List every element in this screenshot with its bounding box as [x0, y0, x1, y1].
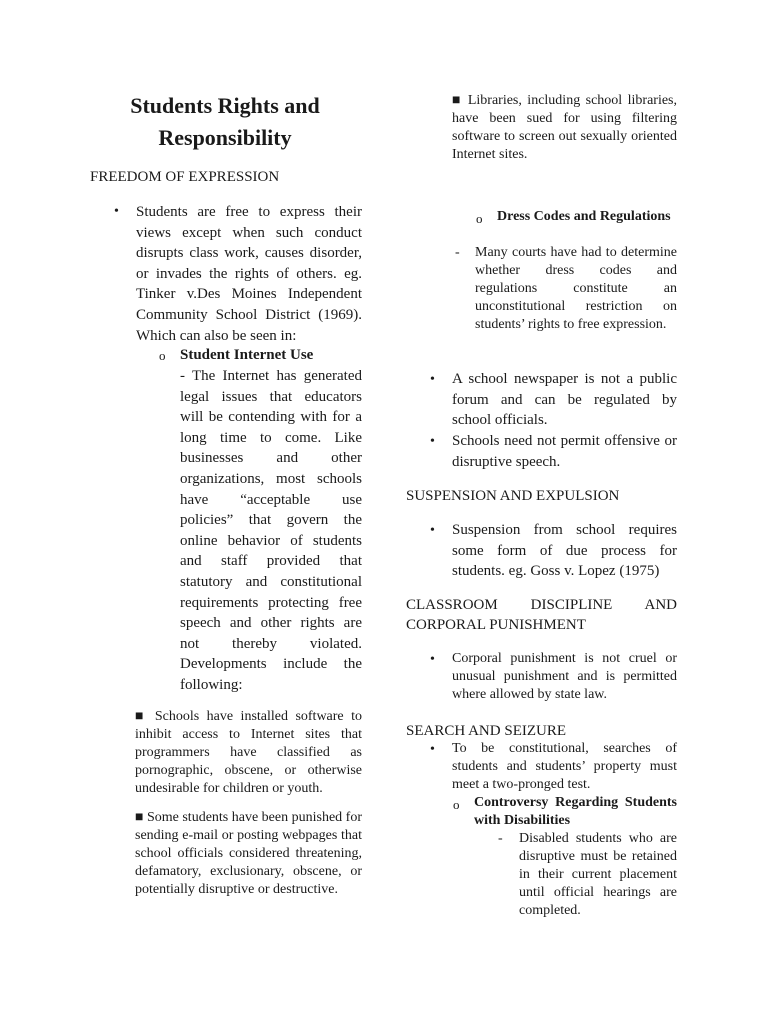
subheading-student-internet-use: Student Internet Use — [180, 347, 314, 363]
page-title: Students Rights and Responsibility — [130, 93, 320, 150]
bullet-school-newspaper: A school newspaper is not a public forum and can be regulated by school officials. — [452, 371, 677, 429]
section-heading-freedom: FREEDOM OF EXPRESSION — [90, 169, 280, 185]
bullet-marker: • — [430, 652, 435, 667]
section-heading-suspension: SUSPENSION AND EXPULSION — [406, 488, 620, 504]
circle-marker: o — [476, 211, 483, 226]
bullet-freedom-of-expression: Students are free to express their views except when such conduct disrupts class work, causes disorder, or invades the rights of others. eg. Tinker v.Des Moines Independent Community School District (1969). Which can also be seen in: — [136, 204, 362, 344]
subheading-controversy-disabilities: Controversy Regarding Students with Disabilities — [474, 795, 677, 828]
paragraph-students-punished: ■ Some students have been punished for sending e-mail or posting webpages that school officials considered threatening, defamatory, exclusionary, obscene, or potentially disruptive or destructive. — [135, 810, 362, 897]
bullet-suspension: Suspension from school requires some form of due process for students. eg. Goss v. Lopez (1975) — [452, 522, 677, 580]
paragraph-libraries: ■ Libraries, including school libraries, have been sued for using filtering software to screen out sexually oriented Internet sites. — [452, 93, 677, 162]
internet-use-text: - The Internet has generated legal issues that educators will be contending with for a long time to come. Like businesses and other organizations, most schools have “acceptable use policies” that govern the online behavior of students and staff provided that statutory and constitutional requirements protecting free speech and other rights are not thereby violated. Developments include the following: — [180, 368, 362, 693]
paragraph-schools-software: ■ Schools have installed software to inhibit access to Internet sites that programmers have classified as pornographic, obscene, or otherwise undesirable for children or youth. — [135, 709, 362, 796]
dash-marker: - — [455, 245, 460, 260]
dash-marker: - — [498, 831, 503, 846]
bullet-marker: • — [430, 523, 435, 538]
bullet-marker: • — [430, 372, 435, 387]
circle-marker: o — [453, 797, 460, 812]
disabled-students-text: Disabled students who are disruptive must be retained in their current placement until official hearings are completed. — [519, 831, 677, 918]
bullet-search-test: To be constitutional, searches of students and students’ property must meet a two-pronged test. — [452, 741, 677, 792]
bullet-offensive-speech: Schools need not permit offensive or disruptive speech. — [452, 433, 677, 470]
bullet-marker: • — [114, 204, 119, 219]
bullet-marker: • — [430, 434, 435, 449]
circle-marker: o — [159, 348, 166, 363]
section-heading-search-seizure: SEARCH AND SEIZURE — [406, 723, 567, 739]
section-heading-classroom-discipline: CLASSROOM DISCIPLINE AND CORPORAL PUNISHMENT — [406, 597, 677, 633]
subheading-dress-codes: Dress Codes and Regulations — [497, 209, 671, 224]
bullet-marker: • — [430, 742, 435, 757]
dress-codes-text: Many courts have had to determine whether dress codes and regulations constitute an unconstitutional restriction on students’ rights to free expression. — [475, 245, 677, 332]
bullet-corporal-punishment: Corporal punishment is not cruel or unusual punishment and is permitted where allowed by state law. — [452, 651, 677, 702]
